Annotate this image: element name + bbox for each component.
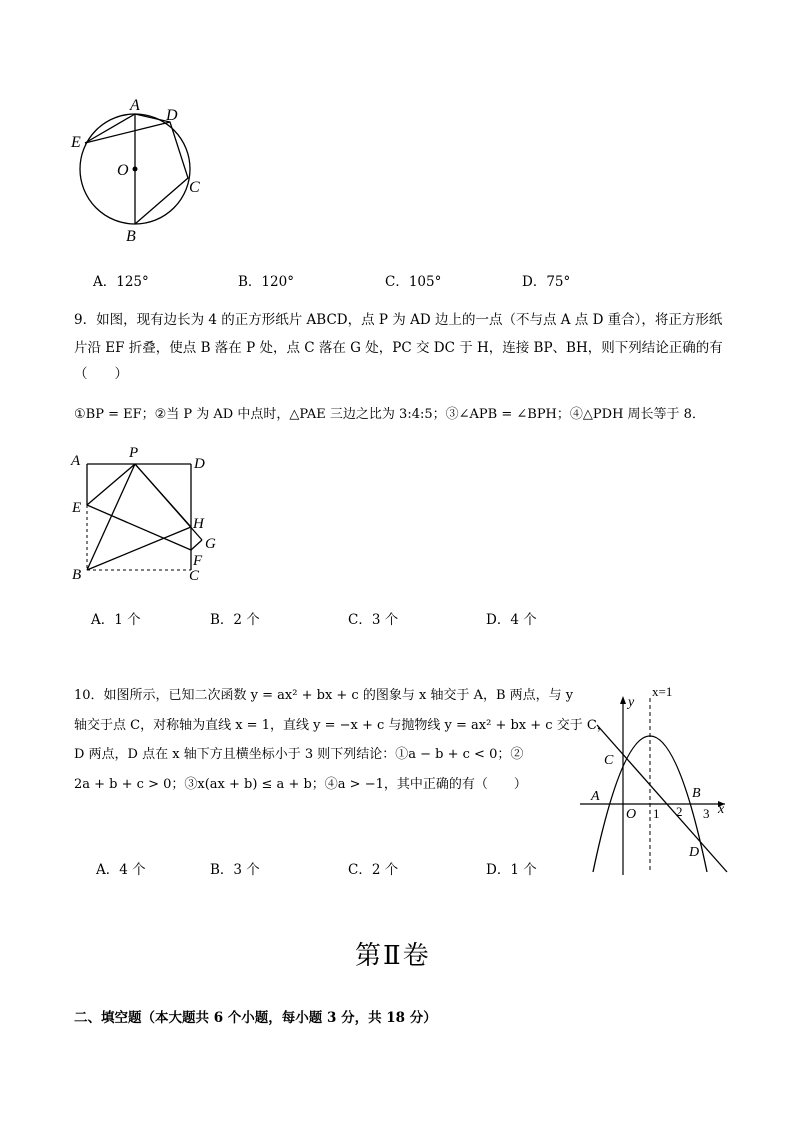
q10-option-a[interactable]: A．4 个: [96, 862, 146, 878]
q10-option-c[interactable]: C．2 个: [348, 862, 399, 878]
q9-option-a[interactable]: A．1 个: [91, 612, 141, 628]
q10-line-4: 2a + b + c > 0；③x(ax + b) ≤ a + b；④a > −1，其中正确的有（ ）: [74, 777, 527, 792]
label-g: G: [205, 536, 216, 552]
label-b: B: [72, 567, 82, 583]
q9-line-1: 9．如图，现有边长为 4 的正方形纸片 ABCD，点 P 为 AD 边上的一点（不与点 A 点 D 重合），将正方形纸: [74, 312, 723, 328]
label-h: H: [193, 516, 204, 532]
segment-bp: [87, 464, 135, 570]
label-a: A: [130, 97, 140, 114]
q8-circle-figure: [60, 90, 220, 250]
label-x1: x=1: [652, 684, 673, 699]
label-d: D: [166, 107, 178, 124]
tick-1: 1: [653, 806, 660, 821]
label-f: F: [193, 553, 203, 569]
q8-option-b[interactable]: B．120°: [238, 274, 294, 290]
label-c: C: [189, 568, 200, 584]
tick-2: 2: [676, 804, 683, 819]
q10-line-3: D 两点，D 点在 x 轴下方且横坐标小于 3 则下列结论：①a − b + c < 0；②: [74, 747, 524, 762]
label-c: C: [189, 179, 200, 196]
segment-ea: [85, 114, 135, 143]
q8-option-a[interactable]: A．125°: [93, 274, 149, 290]
q10-line-2: 轴交于点 C，对称轴为直线 x = 1，直线 y = −x + c 与抛物线 y = ax² + bx + c 交于 C，: [74, 718, 610, 733]
q8-option-c[interactable]: C．105°: [385, 274, 442, 290]
label-b: B: [692, 786, 701, 801]
segment-pg: [135, 464, 202, 540]
polygon-adcb: [135, 114, 188, 224]
center-point: [133, 167, 138, 172]
label-c: C: [604, 753, 614, 768]
q8-option-d[interactable]: D．75°: [522, 274, 571, 290]
q10-parabola-graph: [575, 680, 735, 880]
line-cd: [597, 725, 727, 872]
segment-ed: [85, 122, 170, 143]
q9-line-4: ①BP = EF；②当 P 为 AD 中点时，△PAE 三边之比为 3:4:5；③∠APB = ∠BPH；④△PDH 周长等于 8．: [74, 407, 705, 422]
q10-line-1: 10．如图所示，已知二次函数 y = ax² + bx + c 的图象与 x 轴交于 A，B 两点，与 y: [74, 688, 574, 703]
section-heading: 二、填空题（本大题共 6 个小题，每小题 3 分，共 18 分）: [74, 1010, 437, 1026]
q10-option-d[interactable]: D．1 个: [486, 862, 537, 878]
segment-bh: [87, 527, 191, 570]
q9-option-b[interactable]: B．2 个: [210, 612, 260, 628]
y-axis-arrow: [620, 696, 626, 704]
part-title: 第Ⅱ卷: [355, 941, 431, 971]
q9-option-c[interactable]: C．3 个: [348, 612, 399, 628]
q9-square-figure: [62, 440, 232, 590]
label-e: E: [71, 134, 81, 151]
label-p: P: [129, 445, 139, 461]
label-e: E: [72, 500, 82, 516]
label-y: y: [628, 695, 635, 710]
label-d: D: [194, 456, 205, 472]
label-o: O: [626, 807, 637, 822]
label-x: x: [718, 802, 725, 817]
q10-option-b[interactable]: B．3 个: [210, 862, 260, 878]
segment-ep: [87, 464, 135, 505]
q9-line-3: （ ）: [74, 366, 128, 382]
label-a: A: [71, 453, 81, 469]
label-o: O: [117, 162, 129, 179]
q9-line-2: 片沿 EF 折叠，使点 B 落在 P 处，点 C 落在 G 处，PC 交 DC 于 H，连接 BP、BH，则下列结论正确的有: [74, 340, 723, 356]
label-d: D: [689, 845, 700, 860]
segment-ef: [87, 505, 191, 550]
segment-gf: [191, 540, 202, 550]
q9-option-d[interactable]: D．4 个: [486, 612, 537, 628]
label-b: B: [126, 228, 136, 245]
label-a: A: [591, 789, 600, 804]
tick-3: 3: [703, 806, 710, 821]
